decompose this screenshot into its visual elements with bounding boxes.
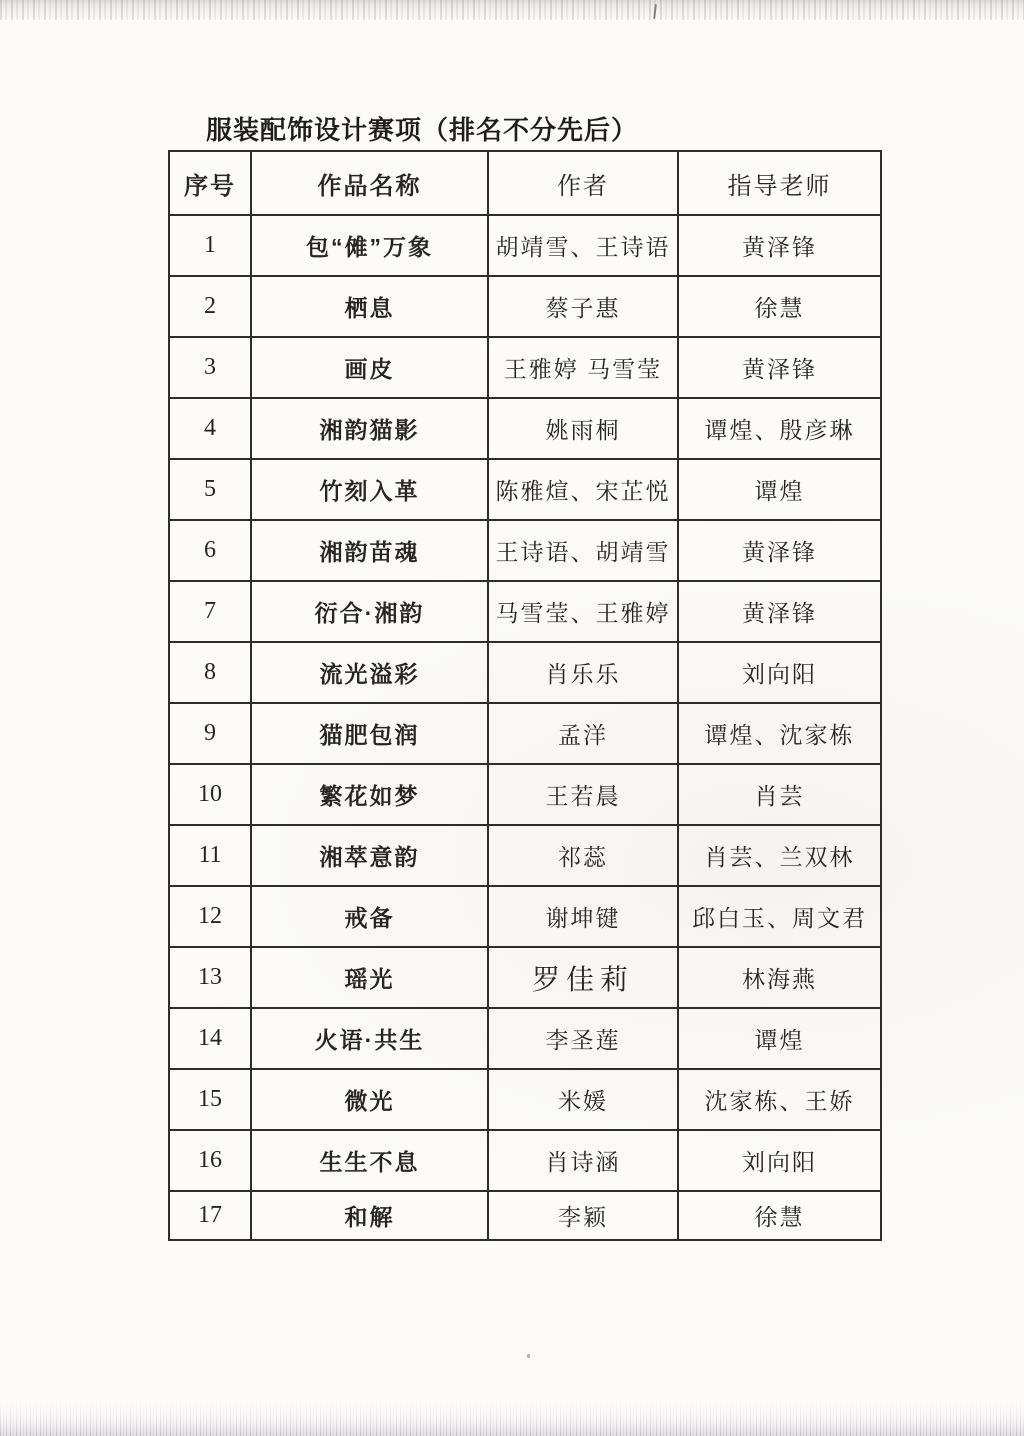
- work-name: 猫肥包润: [251, 703, 488, 764]
- table-row: [169, 1191, 881, 1240]
- table-row: [169, 459, 881, 520]
- teacher-names: 谭煌、沈家栋: [678, 703, 881, 764]
- table-row: [169, 215, 881, 276]
- table-row: [169, 642, 881, 703]
- entry-number: 11: [169, 825, 251, 886]
- results-table: [168, 150, 882, 1241]
- author-names: 谢坤键: [488, 886, 678, 947]
- author-names: 肖诗涵: [488, 1130, 678, 1191]
- work-name: 流光溢彩: [251, 642, 488, 703]
- work-name: 湘韵苗魂: [251, 520, 488, 581]
- teacher-names: 黄泽锋: [678, 581, 881, 642]
- author-names: 王诗语、胡靖雪: [488, 520, 678, 581]
- teacher-names: 谭煌: [678, 459, 881, 520]
- table-row: [169, 1069, 881, 1130]
- teacher-names: 肖芸、兰双林: [678, 825, 881, 886]
- table-body: [169, 215, 881, 1240]
- table-row: [169, 703, 881, 764]
- entry-number: 5: [169, 459, 251, 520]
- entry-number: 3: [169, 337, 251, 398]
- table-row: [169, 947, 881, 1008]
- author-names: 米媛: [488, 1069, 678, 1130]
- work-name: 和解: [251, 1191, 488, 1240]
- entry-number: 13: [169, 947, 251, 1008]
- entry-number: 7: [169, 581, 251, 642]
- table-row: [169, 825, 881, 886]
- author-names: 陈雅煊、宋芷悦: [488, 459, 678, 520]
- entry-number: 1: [169, 215, 251, 276]
- entry-number: 8: [169, 642, 251, 703]
- author-names: 孟洋: [488, 703, 678, 764]
- entry-number: 12: [169, 886, 251, 947]
- work-name: 湘萃意韵: [251, 825, 488, 886]
- author-names: 王雅婷 马雪莹: [488, 337, 678, 398]
- column-header-teacher: 指导老师: [678, 151, 881, 215]
- teacher-names: 谭煌、殷彦琳: [678, 398, 881, 459]
- scan-speck: [527, 1354, 530, 1358]
- teacher-names: 徐慧: [678, 1191, 881, 1240]
- table-header-row: [169, 151, 881, 215]
- table-row: [169, 886, 881, 947]
- scan-artifact-top-edge: [0, 0, 1024, 20]
- author-names: 肖乐乐: [488, 642, 678, 703]
- table-row: [169, 276, 881, 337]
- author-names: 李圣莲: [488, 1008, 678, 1069]
- entry-number: 4: [169, 398, 251, 459]
- entry-number: 15: [169, 1069, 251, 1130]
- work-name: 画皮: [251, 337, 488, 398]
- teacher-names: 黄泽锋: [678, 215, 881, 276]
- author-names: 李颖: [488, 1191, 678, 1240]
- author-names: 王若晨: [488, 764, 678, 825]
- entry-number: 9: [169, 703, 251, 764]
- column-header-author: 作者: [488, 151, 678, 215]
- teacher-names: 谭煌: [678, 1008, 881, 1069]
- entry-number: 14: [169, 1008, 251, 1069]
- scan-artifact-bottom-edge: [0, 1400, 1024, 1436]
- work-name: 竹刻入革: [251, 459, 488, 520]
- entry-number: 16: [169, 1130, 251, 1191]
- entry-number: 17: [169, 1191, 251, 1240]
- teacher-names: 黄泽锋: [678, 520, 881, 581]
- column-header-work: 作品名称: [251, 151, 488, 215]
- author-names: 祁蕊: [488, 825, 678, 886]
- work-name: 衍合·湘韵: [251, 581, 488, 642]
- table-row: [169, 398, 881, 459]
- author-names: 罗佳莉: [488, 947, 678, 1008]
- column-header-number: 序号: [169, 151, 251, 215]
- table-row: [169, 1130, 881, 1191]
- work-name: 微光: [251, 1069, 488, 1130]
- author-names: 姚雨桐: [488, 398, 678, 459]
- work-name: 湘韵猫影: [251, 398, 488, 459]
- teacher-names: 徐慧: [678, 276, 881, 337]
- teacher-names: 沈家栋、王娇: [678, 1069, 881, 1130]
- table-row: [169, 764, 881, 825]
- teacher-names: 肖芸: [678, 764, 881, 825]
- work-name: 栖息: [251, 276, 488, 337]
- work-name: 生生不息: [251, 1130, 488, 1191]
- entry-number: 6: [169, 520, 251, 581]
- entry-number: 10: [169, 764, 251, 825]
- teacher-names: 黄泽锋: [678, 337, 881, 398]
- work-name: 包“傩”万象: [251, 215, 488, 276]
- teacher-names: 刘向阳: [678, 642, 881, 703]
- work-name: 戒备: [251, 886, 488, 947]
- teacher-names: 刘向阳: [678, 1130, 881, 1191]
- teacher-names: 邱白玉、周文君: [678, 886, 881, 947]
- entry-number: 2: [169, 276, 251, 337]
- work-name: 瑶光: [251, 947, 488, 1008]
- author-names: 胡靖雪、王诗语: [488, 215, 678, 276]
- work-name: 繁花如梦: [251, 764, 488, 825]
- author-names: 蔡子惠: [488, 276, 678, 337]
- work-name: 火语·共生: [251, 1008, 488, 1069]
- table-row: [169, 1008, 881, 1069]
- page-title: 服装配饰设计赛项（排名不分先后）: [206, 115, 639, 145]
- table-row: [169, 337, 881, 398]
- table-row: [169, 520, 881, 581]
- author-names: 马雪莹、王雅婷: [488, 581, 678, 642]
- teacher-names: 林海燕: [678, 947, 881, 1008]
- table-row: [169, 581, 881, 642]
